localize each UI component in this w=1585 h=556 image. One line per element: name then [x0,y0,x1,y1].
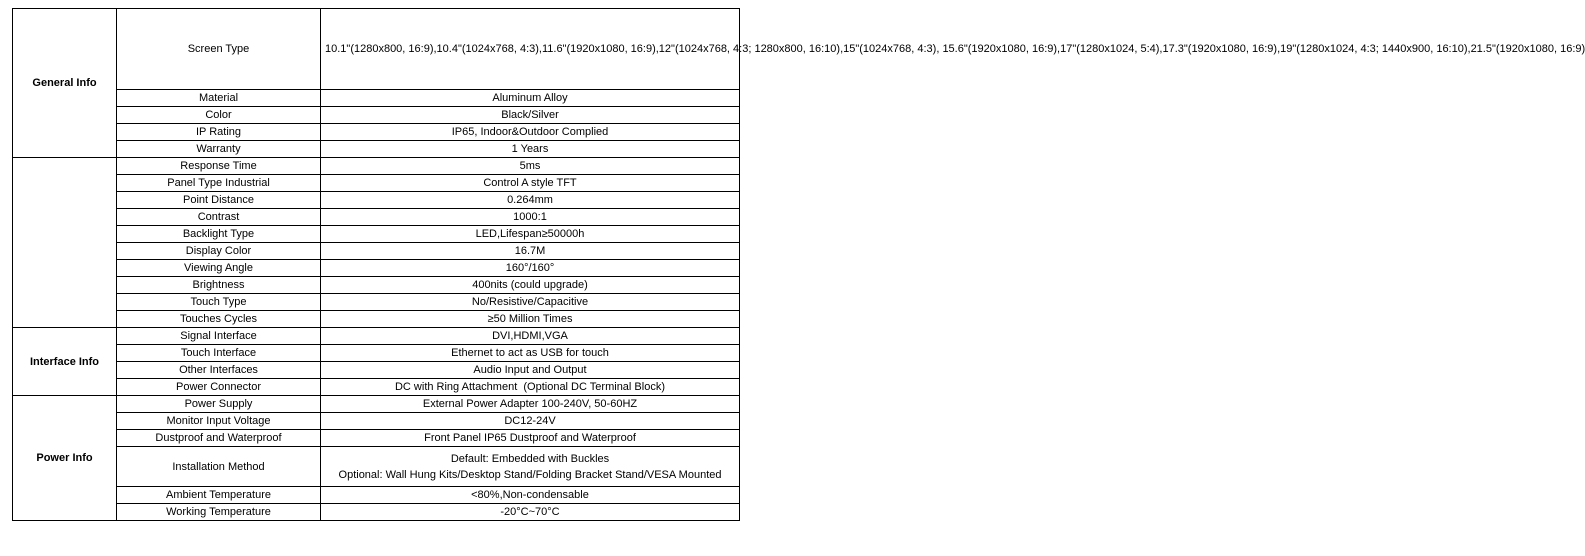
installation-optional-line: Optional: Wall Hung Kits/Desktop Stand/Folding Bracket Stand/VESA Mounted [338,468,722,481]
spec-value: 1 Years [321,141,740,158]
spec-value: Ethernet to act as USB for touch [321,345,740,362]
table-row [13,124,740,141]
spec-name: Warranty [117,141,321,158]
spec-value: Audio Input and Output [321,362,740,379]
spec-value: Front Panel IP65 Dustproof and Waterproof [321,430,740,447]
spec-name: Other Interfaces [117,362,321,379]
table-row [13,345,740,362]
spec-name: Dustproof and Waterproof [117,430,321,447]
table-row [13,243,740,260]
table-row [13,90,740,107]
table-row [13,487,740,504]
spec-name: Monitor Input Voltage [117,413,321,430]
spec-name: Material [117,90,321,107]
spec-name: Installation Method [117,447,321,487]
spec-value: No/Resistive/Capacitive [321,294,740,311]
spec-value: 400nits (could upgrade) [321,277,740,294]
spec-name: Screen Type [117,9,321,90]
spec-value: 16.7M [321,243,740,260]
spec-value: LED,Lifespan≥50000h [321,226,740,243]
table-row [13,158,740,175]
spec-name: Panel Type Industrial [117,175,321,192]
table-row [13,192,740,209]
spec-value: DC12-24V [321,413,740,430]
table-row [13,260,740,277]
table-row [13,107,740,124]
spec-name: Brightness [117,277,321,294]
spec-name: Power Connector [117,379,321,396]
spec-value: DVI,HDMI,VGA [321,328,740,345]
spec-value: Black/Silver [321,107,740,124]
spec-value-screen-type: 10.1"(1280x800, 16:9),10.4"(1024x768, 4:3),11.6"(1920x1080, 16:9),12"(1024x768, 4:3; 1280x800, 16:10),15"(1024x768, 4:3), 15.6"(1920x1080, 16:9),17"(1280x1024, 5:4),17.3"(1920x1080, 16:9),19"(1280x1024, 4:3; 1440x900, 16:10),21.5"(1920x1080, 16:9) [321,9,740,90]
spec-value-installation-method [321,447,740,487]
table-row [13,413,740,430]
table-row [13,430,740,447]
spec-name: Contrast [117,209,321,226]
table-row [13,328,740,345]
spec-name: Color [117,107,321,124]
spec-value: DC with Ring Attachment (Optional DC Terminal Block) [321,379,740,396]
spec-name: Backlight Type [117,226,321,243]
table-row [13,311,740,328]
table-row [13,504,740,521]
category-display-info [13,158,117,328]
spec-value: Control A style TFT [321,175,740,192]
table-row [13,362,740,379]
table-row [13,277,740,294]
spec-value: 5ms [321,158,740,175]
table-row [13,9,740,90]
table-row [13,175,740,192]
spec-name: Viewing Angle [117,260,321,277]
category-interface-info: Interface Info [13,328,117,396]
category-general-info: General Info [13,9,117,158]
spec-name: Point Distance [117,192,321,209]
spec-value: External Power Adapter 100-240V, 50-60HZ [321,396,740,413]
table-row [13,396,740,413]
spec-name: Touch Type [117,294,321,311]
spec-table [12,8,1585,521]
spec-value: 0.264mm [321,192,740,209]
spec-name: Touches Cycles [117,311,321,328]
spec-name: IP Rating [117,124,321,141]
table-row [13,209,740,226]
spec-value: 160°/160° [321,260,740,277]
spec-value: IP65, Indoor&Outdoor Complied [321,124,740,141]
table-row [13,294,740,311]
spec-name: Power Supply [117,396,321,413]
spec-name: Response Time [117,158,321,175]
category-power-info: Power Info [13,396,117,521]
spec-value: Aluminum Alloy [321,90,740,107]
spec-name: Working Temperature [117,504,321,521]
spec-name: Ambient Temperature [117,487,321,504]
spec-value: -20°C~70°C [321,504,740,521]
spec-value: <80%,Non-condensable [321,487,740,504]
spec-value: ≥50 Million Times [321,311,740,328]
installation-default-line: Default: Embedded with Buckles [450,452,610,465]
spec-name: Display Color [117,243,321,260]
table-row [13,379,740,396]
table-row [13,141,740,158]
table-row [13,447,740,487]
spec-name: Touch Interface [117,345,321,362]
table-row [13,226,740,243]
spec-value: 1000:1 [321,209,740,226]
spec-name: Signal Interface [117,328,321,345]
